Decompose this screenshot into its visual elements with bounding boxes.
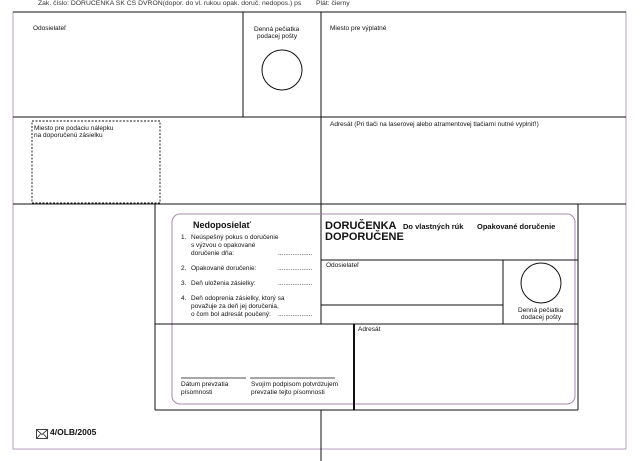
card-sender-label: Odosielateľ bbox=[326, 262, 359, 269]
item-2-dots: ................... bbox=[278, 265, 313, 272]
card-title-2: DOPORUČENE bbox=[325, 231, 404, 243]
item-4-number: 4. bbox=[181, 295, 187, 302]
sticker-label-2: na doporučenú zásielku bbox=[34, 132, 103, 139]
item-3-line-1: Deň uloženia zásielky: bbox=[191, 280, 256, 287]
item-2-number: 2. bbox=[181, 265, 187, 272]
sender-label: Odosielateľ bbox=[33, 25, 66, 32]
item-3-number: 3. bbox=[181, 280, 187, 287]
item-4-line-3: o čom bol adresát poučený: bbox=[191, 311, 271, 318]
postmark-circle bbox=[262, 50, 302, 90]
repeated-delivery-label: Opakované doručenie bbox=[477, 222, 556, 231]
item-1-number: 1. bbox=[181, 234, 187, 241]
item-2-line-1: Opakované doručenie: bbox=[191, 265, 257, 272]
item-1-line-1: Neúspešný pokus o doručenie bbox=[191, 234, 279, 241]
signature-label-1: Svojím podpisom potvrdzujem bbox=[251, 381, 339, 388]
order-number-label: Zak. číslo: DORUČENKA SK CS DVRON(dopor. do vl. rukou opak. doruč. nedopos.) ps bbox=[38, 0, 302, 7]
item-1-dots: ................... bbox=[278, 250, 313, 257]
item-4-line-1: Deň odoprenia zásielky, ktorý sa bbox=[191, 295, 285, 302]
undeliverable-title: Nedoposielať bbox=[193, 220, 251, 230]
receipt-date-label-2: písomnosti bbox=[181, 389, 213, 396]
post-logo-icon bbox=[36, 426, 48, 436]
payment-place-label: Miesto pre výplatné bbox=[330, 25, 387, 32]
delivery-postmark-circle bbox=[521, 263, 561, 303]
signature-label-2: prevzatie tejto písomnosti bbox=[251, 389, 325, 396]
card-stamp-label-1: Denná pečiatka bbox=[518, 307, 564, 314]
receipt-date-label-1: Dátum prevzatia bbox=[181, 381, 229, 388]
item-1-line-3: doručenie dňa: bbox=[191, 250, 235, 257]
plate-label: Plát: čierny bbox=[316, 0, 350, 7]
card-stamp-label-2: dodacej pošty bbox=[521, 314, 562, 321]
item-4-dots: ................... bbox=[278, 311, 313, 318]
card-addressee-label: Adresát bbox=[358, 326, 381, 333]
item-1-line-2: s výzvou o opakované bbox=[191, 242, 256, 249]
item-4-line-2: považuje za deň jej doručenia, bbox=[191, 303, 279, 310]
sticker-label-1: Miesto pre podaciu nálepku bbox=[34, 125, 114, 132]
card-title-1: DORUČENKA bbox=[325, 220, 397, 232]
item-3-dots: ................... bbox=[278, 280, 313, 287]
stamp-label-2: podacej pošty bbox=[257, 33, 298, 40]
stamp-label-1: Denná pečiatka bbox=[254, 26, 300, 33]
to-own-hands-label: Do vlastných rúk bbox=[403, 222, 464, 231]
addressee-label: Adresát (Pri tlači na laserovej alebo atramentovej tlačiarni nutné vyplniť!) bbox=[330, 121, 539, 128]
form-code: 4/OLB/2005 bbox=[50, 427, 97, 437]
